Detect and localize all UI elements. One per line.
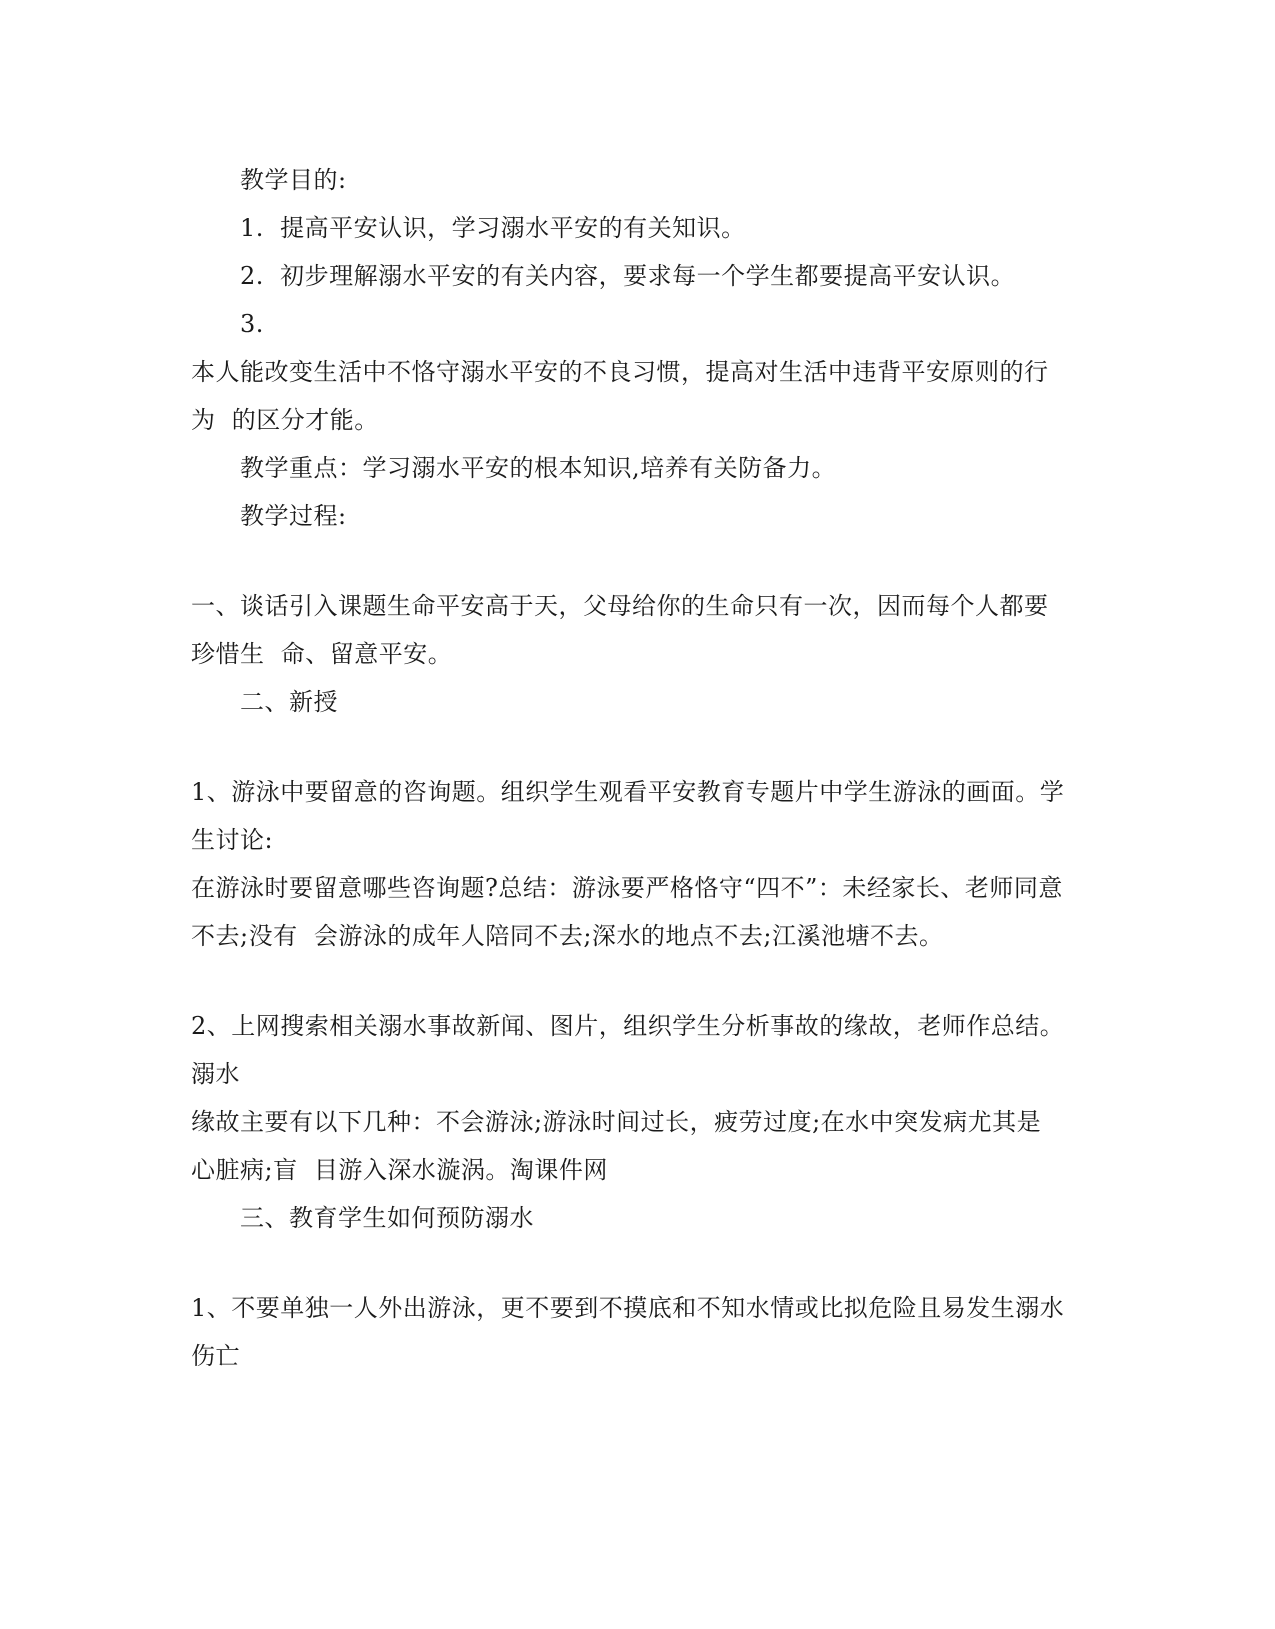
objective-item-3-text: 本人能改变生活中不恪守溺水平安的不良习惯，提高对生活中违背平安原则的行 [191, 358, 1049, 386]
process-part-1: 一、谈话引入课题生命平安高于天，父母给你的生命只有一次，因而每个人都要 [191, 592, 1049, 620]
new-lesson-item-2-causes-cont: 心脏病;盲 目游入深水漩涡。淘课件网 [191, 1156, 608, 1184]
objective-item-3-number: 3. [240, 310, 264, 338]
process-part-1-cont: 珍惜生 命、留意平安。 [191, 640, 453, 668]
section-heading-process: 教学过程: [240, 502, 347, 530]
new-lesson-item-1-cont: 生讨论: [191, 826, 274, 854]
new-lesson-item-1-summary: 在游泳时要留意哪些咨询题?总结：游泳要严格恪守“四不”：未经家长、老师同意 [191, 874, 1063, 902]
new-lesson-item-2: 2、上网搜索相关溺水事故新闻、图片，组织学生分析事故的缘故，老师作总结。 [191, 1012, 1065, 1040]
section-heading-objectives: 教学目的: [240, 166, 347, 194]
new-lesson-item-2-causes: 缘故主要有以下几种：不会游泳;游泳时间过长，疲劳过度;在水中突发病尤其是 [191, 1108, 1042, 1136]
section-heading-prevention: 三、教育学生如何预防溺水 [240, 1204, 534, 1232]
key-points: 教学重点：学习溺水平安的根本知识,培养有关防备力。 [240, 454, 837, 482]
new-lesson-item-2-cont: 溺水 [191, 1060, 240, 1088]
objective-item-2: 2. 初步理解溺水平安的有关内容，要求每一个学生都要提高平安认识。 [240, 262, 1016, 290]
new-lesson-item-1-summary-cont: 不去;没有 会游泳的成年人陪同不去;深水的地点不去;江溪池塘不去。 [191, 922, 944, 950]
new-lesson-item-1: 1、游泳中要留意的咨询题。组织学生观看平安教育专题片中学生游泳的画面。学 [191, 778, 1065, 806]
prevention-item-1-cont: 伤亡 [191, 1342, 240, 1370]
section-heading-new-lesson: 二、新授 [240, 688, 338, 716]
objective-item-3-text-cont: 为 的区分才能。 [191, 406, 379, 434]
prevention-item-1: 1、不要单独一人外出游泳，更不要到不摸底和不知水情或比拟危险且易发生溺水 [191, 1294, 1065, 1322]
objective-item-1: 1. 提高平安认识，学习溺水平安的有关知识。 [240, 214, 746, 242]
